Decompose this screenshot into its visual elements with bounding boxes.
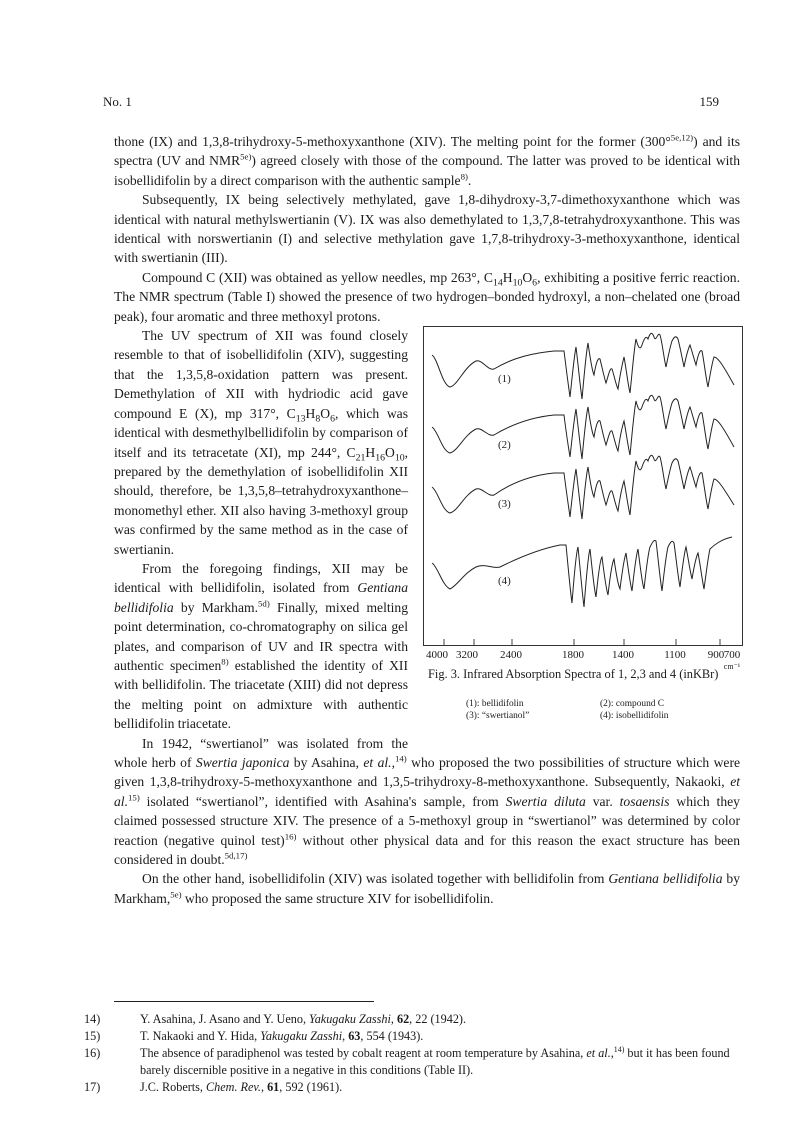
spectrum-trace-2 bbox=[432, 395, 734, 459]
paragraph-5: From the foregoing findings, XII may be identical with bellidifolin, isolated from Gentiana bellidifolia by Markham.$^{5d)}$ Finally, mixed melting point determination, co-chromatography on silica gel plates, and comparison of UV and IR spectra with authentic specimen$^{8)}$ established the identity of XII with bellidifolin. The triacetate (XIII) did not depress the melting point on admixture with authentic bellidifolin triacetate. bbox=[114, 560, 408, 732]
paragraph-1: thone (IX) and 1,3,8-trihydroxy-5-methoxyxanthone (XIV). The melting point for the former (300°$^{5e,12)}$) and its spectra (UV and $NMR^{5e)}$) agreed closely with those of the compound. The latter was proved to be identical with isobellidifolin by a direct comparison with the authentic sample$^{8)}$. bbox=[114, 132, 741, 188]
trace-label-3: (3) bbox=[498, 498, 511, 511]
footnote-17: 17) J.C. Roberts, Chem. Rev., 61, 592 (1961). bbox=[84, 1080, 343, 1094]
trace-label-2: (2) bbox=[498, 439, 511, 452]
ir-spectra-plot bbox=[424, 327, 742, 645]
spectrum-trace-1 bbox=[432, 333, 734, 399]
figure-legend bbox=[466, 699, 736, 722]
paragraph-2: Subsequently, IX being selectively methylated, gave 1,8-dihydroxy-3,7-dimethoxyxanthone which was identical with natural methylswertianin (V). IX was also demethylated to 1,3,7,8-tetrahydroxyxanthone. This was identical with norswertianin (I) and selective methylation gave 1,7,8-trihydroxy-3-methoxyxanthone, identical with swertianin (III). bbox=[114, 192, 740, 266]
footnote-rule bbox=[114, 1001, 374, 1002]
spectra-frame bbox=[423, 326, 743, 646]
paragraph-6: In 1942, “swertianol” was isolated from the whole herb of Swertia japonica by Asahina, et al.,$^{14)}$ who proposed the two possibilities of structure which were given 1,3,8-trihydroxy-5-methoxyxanthone and 1,3,5-trihydroxy-8-methoxyxanthone. Subsequently, Nakaoki, et al.$^{15)}$ isolated “swertianol”, identified with Asahina's sample, from Swertia diluta var. tosaensis which they claimed possessed structure XIV. The presence of a 5-methoxyl group in “swertianol” was determined by color reaction (negative quinol test)$^{16)}$ without other physical data and for this reason the exact structure has been considered in doubt.$^{5d,17)}$ bbox=[114, 735, 741, 868]
footnote-15: 15) T. Nakaoki and Y. Hida, Yakugaku Zasshi, 63, 554 (1943). bbox=[84, 1029, 424, 1043]
paragraph-7: On the other hand, isobellidifolin (XIV) was isolated together with bellidifolin from Gentiana bellidifolia by Markham,$^{5e)}$ who proposed the same structure XIV for isobellidifolin. bbox=[114, 871, 741, 906]
legend-item: (4): isobellidifolin bbox=[600, 710, 669, 721]
tick-label: 1800 bbox=[562, 649, 584, 662]
tick-label: 900 bbox=[707, 649, 725, 662]
running-header-journal-number: No. 1 bbox=[103, 94, 132, 109]
tick-label: 700 bbox=[723, 649, 741, 662]
axis-tick-marks bbox=[444, 639, 720, 645]
page-number: 159 bbox=[699, 94, 719, 109]
legend-item: (2): compound C bbox=[600, 699, 665, 710]
article-body bbox=[114, 132, 740, 908]
wavenumber-axis bbox=[420, 646, 746, 672]
legend-item: (3): “swertianol” bbox=[466, 710, 530, 721]
axis-unit: cm⁻¹ bbox=[723, 662, 741, 672]
ir-spectra-figure bbox=[420, 326, 740, 748]
tick-label: 1100 bbox=[664, 649, 686, 662]
trace-label-1: (1) bbox=[498, 373, 511, 386]
figure-caption: Fig. 3. Infrared Absorption Spectra of 1, 2,3 and 4 (inKBr) bbox=[428, 667, 719, 682]
trace-label-4: (4) bbox=[498, 575, 511, 588]
spectrum-trace-3 bbox=[432, 455, 734, 519]
footnote-16: 16) The absence of paradiphenol was tested by cobalt reagent at room temperature by Asahina, et al.,$^{14)}$ but it has been found barely discernible positive in a negative in this conditions (Table II). bbox=[84, 1044, 730, 1077]
tick-label: 2400 bbox=[500, 649, 522, 662]
spectrum-trace-4 bbox=[432, 537, 732, 607]
paragraph-4: The UV spectrum of XII was found closely resemble to that of isobellidifolin (XIV), suggesting that the 1,3,5,8-oxidation pattern was present. Demethylation of XII with hydriodic acid gave compound E (X), mp 317°, $C_{13}H_8O_6$, which was identical with desmethylbellidifolin by comparison of itself and its tetracetate (XI), mp 244°, $C_{21}H_{16}O_{10}$, prepared by the demethylation of isobellidifolin XII should, therefore, be 1,3,5,8–tetrahydroxyxanthone–monomethyl ether. XII also having 3-methoxyl group was confirmed by the same method as in the case of swertianin. bbox=[114, 328, 408, 557]
legend-item: (1): bellidifolin bbox=[466, 699, 524, 710]
footnote-14: 14) Y. Asahina, J. Asano and Y. Ueno, Yakugaku Zasshi, 62, 22 (1942). bbox=[84, 1012, 467, 1026]
tick-label: 1400 bbox=[612, 649, 634, 662]
paragraph-3: Compound C (XII) was obtained as yellow needles, mp 263°, $C_{14}H_{10}O_6$, exhibiting a positive ferric reaction. The NMR spectrum (Table I) showed the presence of two hydrogen–bonded hydroxyl, a non–chelated one (broad peak), four aromatic and three methoxyl protons. bbox=[114, 269, 740, 324]
tick-label: 3200 bbox=[456, 649, 478, 662]
tick-label: 4000 bbox=[426, 649, 448, 662]
footnotes bbox=[84, 1011, 752, 1096]
